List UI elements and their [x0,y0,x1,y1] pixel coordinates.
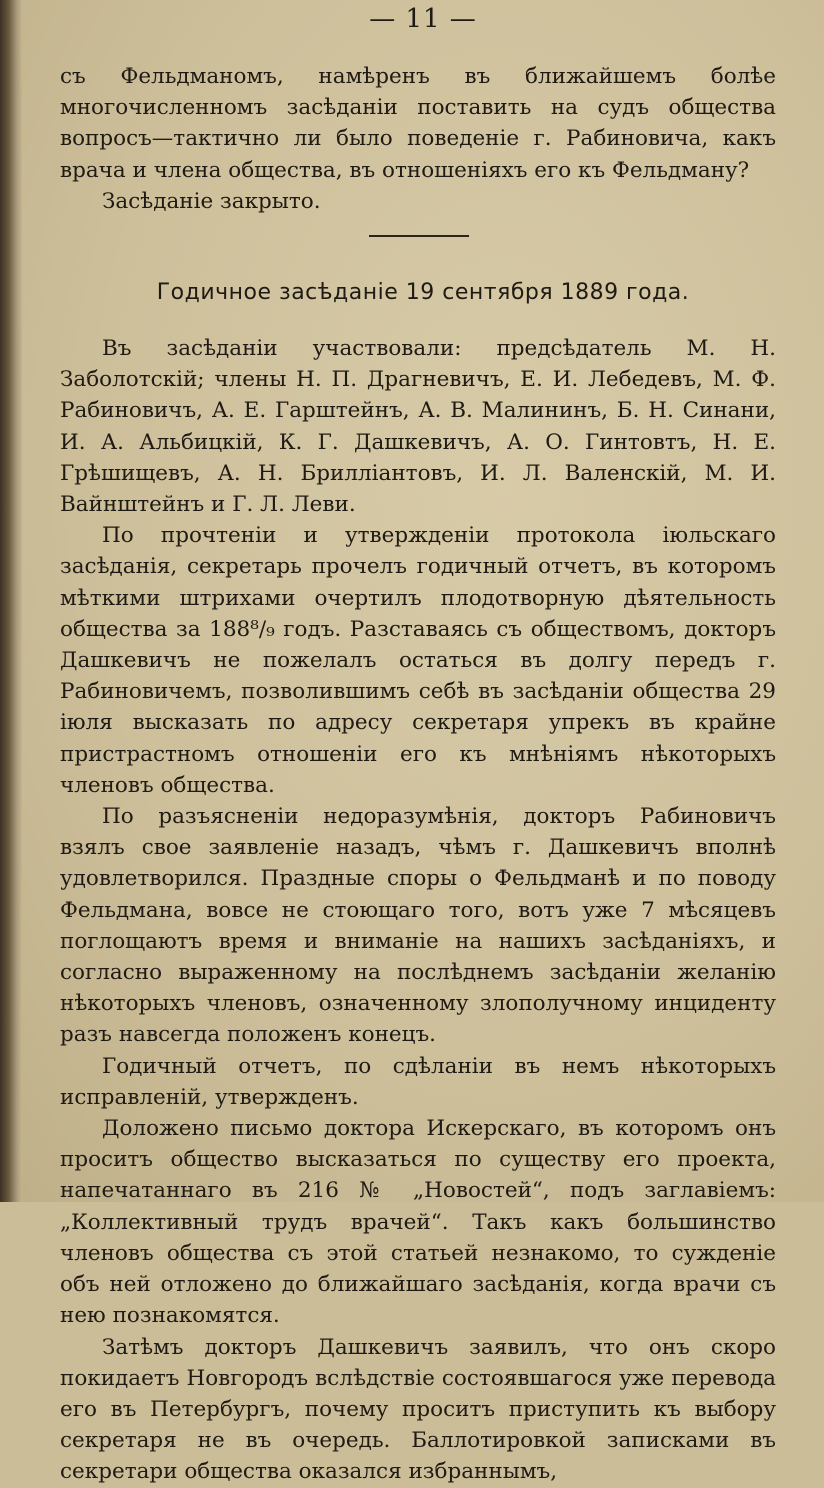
previous-section-text [60,61,776,217]
paragraph-misunderstanding: По разъясненіи недоразумѣнія, докторъ Рабиновичъ взялъ свое заявленіе назадъ, чѣмъ г. Дашкевичъ вполнѣ удовлетворился. Праздные споры о Фельдманѣ и по поводу Фельдмана, вовсе не стоющаго того, вотъ уже 7 мѣсяцевъ поглощаютъ время и вниманіе на нашихъ засѣданіяхъ, и согласно выраженному на послѣднемъ засѣданіи желанію нѣкоторыхъ членовъ, означенному злополучному инциденту разъ навсегда положенъ конецъ. [60,804,776,1048]
paragraph-attendees: Въ засѣданіи участвовали: предсѣдатель М. Н. Заболотскій; члены Н. П. Драгневичъ, Е. И. Лебедевъ, М. Ф. Рабиновичъ, А. Е. Гарштейнъ, А. В. Малининъ, Б. Н. Синани, И. А. Альбицкій, К. Г. Дашкевичъ, А. О. Гинтовтъ, Н. Е. Грѣшищевъ, А. Н. Брилліантовъ, И. Л. Валенскій, М. И. Вайнштейнъ и Г. Л. Леви. [60,336,776,518]
paragraph-meeting-closed: Засѣданіе закрыто. [102,188,321,214]
section-heading: Годичное засѣданіе 19 сентября 1889 года. [156,280,690,305]
paragraph-report-approved: Годичный отчетъ, по сдѣланіи въ немъ нѣкоторыхъ исправленій, утвержденъ. [60,1053,776,1110]
section-divider [369,235,469,237]
paragraph-continuation: съ Фельдманомъ, намѣренъ въ ближайшемъ болѣе многочисленномъ засѣданіи поставить на судъ общества вопросъ—тактично ли было поведеніе г. Рабиновича, какъ врача и члена общества, въ отношеніяхъ его къ Фельдману? [60,64,776,183]
page-number: — 11 — [369,4,477,34]
paragraph-annual-report: По прочтеніи и утвержденіи протокола іюльскаго засѣданія, секретарь прочелъ годичный отчетъ, въ которомъ мѣткими штрихами очертилъ плодотворную дѣятельность общества за 188⁸/₉ годъ. Разставаясь съ обществомъ, докторъ Дашкевичъ не пожелалъ остаться въ долгу передъ г. Рабиновичемъ, позволившимъ себѣ въ засѣданіи общества 29 іюля высказать по адресу секретаря упрекъ въ крайне пристрастномъ отношеніи его къ мнѣніямъ нѣкоторыхъ членовъ общества. [60,523,776,798]
annual-meeting-text [60,333,776,1488]
book-page [22,0,824,1485]
book-spine-shadow [0,0,22,1202]
paragraph-secretary-election: Затѣмъ докторъ Дашкевичъ заявилъ, что онъ скоро покидаетъ Новгородъ вслѣдствіе состоявшагося уже перевода его въ Петербургъ, почему проситъ приступить къ выбору секретаря не въ очередь. Баллотировкой записками въ секретари общества оказался избраннымъ, [60,1334,776,1485]
paragraph-iskersky-letter: Доложено письмо доктора Искерскаго, въ которомъ онъ проситъ общество высказаться по существу его проекта, напечатаннаго въ 216 № „Новостей“, подъ заглавіемъ: „Коллективный трудъ врачей“. Такъ какъ большинство членовъ общества съ этой статьей незнакомо, то сужденіе объ ней отложено до ближайшаго засѣданія, когда врачи съ нею познакомятся. [60,1116,776,1329]
